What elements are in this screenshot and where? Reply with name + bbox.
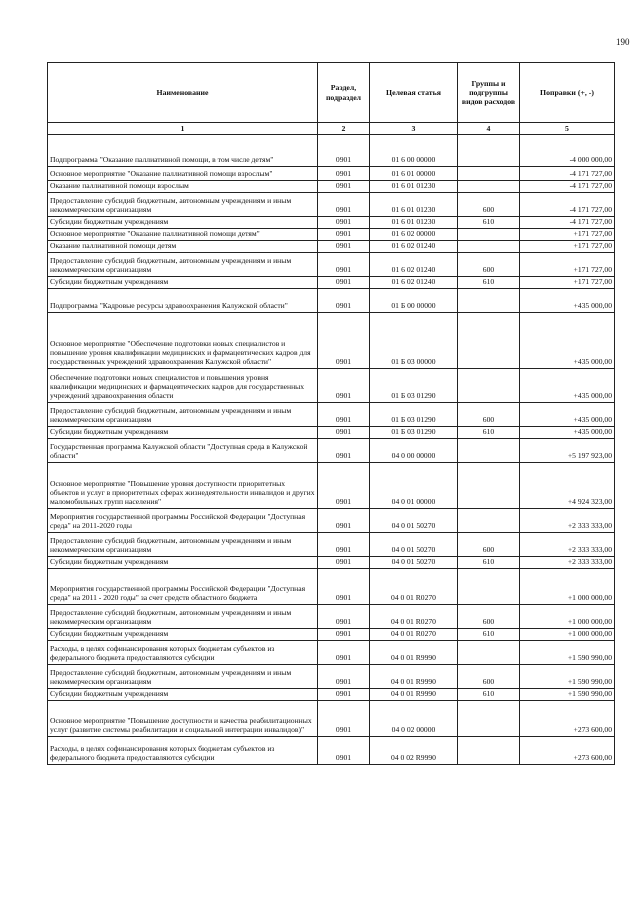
cell-name: Расходы, в целях софинансирования которых бюджетам субъектов из федерального бюджета предоставляются субсидии [48, 641, 318, 665]
cell-amount: +2 333 333,00 [520, 533, 615, 557]
cell-target: 01 6 01 01230 [370, 181, 458, 193]
cell-amount: -4 171 727,00 [520, 193, 615, 217]
cell-name: Мероприятия государственной программы Российской Федерации "Доступная среда" на 2011-2020 годы [48, 509, 318, 533]
table-row [48, 665, 615, 689]
cell-target: 04 0 01 50270 [370, 557, 458, 569]
cell-section: 0901 [318, 181, 370, 193]
cell-name: Основное мероприятие "Оказание паллиативной помощи детям" [48, 229, 318, 241]
cell-name: Субсидии бюджетным учреждениям [48, 427, 318, 439]
cell-amount: +1 590 990,00 [520, 689, 615, 701]
table-row [48, 463, 615, 509]
table-row [48, 533, 615, 557]
header-name: Наименование [48, 63, 318, 123]
table-row [48, 737, 615, 765]
cell-target: 01 6 00 00000 [370, 135, 458, 167]
cell-section: 0901 [318, 241, 370, 253]
table-row [48, 701, 615, 737]
cell-amount: +171 727,00 [520, 241, 615, 253]
cell-section: 0901 [318, 427, 370, 439]
cell-amount: +1 590 990,00 [520, 641, 615, 665]
table-row [48, 277, 615, 289]
cell-section: 0901 [318, 689, 370, 701]
cell-group: 610 [458, 277, 520, 289]
header-target: Целевая статья [370, 63, 458, 123]
cell-name: Основное мероприятие "Обеспечение подготовки новых специалистов и повышение уровня квалификации медицинских и фармацевтических кадров для государственных учреждений здравоохранения Калужской области" [48, 313, 318, 369]
header-group: Группы и подгруппы видов расходов [458, 63, 520, 123]
cell-group: 610 [458, 689, 520, 701]
cell-amount: +435 000,00 [520, 369, 615, 403]
cell-section: 0901 [318, 463, 370, 509]
cell-name: Предоставление субсидий бюджетным, автономным учреждениям и иным некоммерческим организациям [48, 193, 318, 217]
cell-group: 600 [458, 605, 520, 629]
table-row [48, 605, 615, 629]
cell-amount: -4 000 000,00 [520, 135, 615, 167]
cell-group: 610 [458, 217, 520, 229]
table-row [48, 241, 615, 253]
table-row [48, 569, 615, 605]
cell-group: 610 [458, 629, 520, 641]
cell-group [458, 229, 520, 241]
cell-name: Оказание паллиативной помощи детям [48, 241, 318, 253]
cell-section: 0901 [318, 569, 370, 605]
cell-amount: +435 000,00 [520, 403, 615, 427]
cell-section: 0901 [318, 533, 370, 557]
cell-section: 0901 [318, 193, 370, 217]
cell-target: 01 Б 00 00000 [370, 289, 458, 313]
cell-amount: +1 590 990,00 [520, 665, 615, 689]
cell-amount: +2 333 333,00 [520, 509, 615, 533]
cell-amount: +171 727,00 [520, 253, 615, 277]
cell-group [458, 737, 520, 765]
cell-amount: +5 197 923,00 [520, 439, 615, 463]
cell-target: 04 0 01 R9990 [370, 689, 458, 701]
cell-section: 0901 [318, 253, 370, 277]
cell-target: 04 0 01 50270 [370, 509, 458, 533]
cell-target: 04 0 02 R9990 [370, 737, 458, 765]
index-2: 2 [318, 123, 370, 135]
table-row [48, 509, 615, 533]
cell-target: 01 6 01 00000 [370, 167, 458, 181]
cell-group: 600 [458, 665, 520, 689]
cell-amount: +273 600,00 [520, 737, 615, 765]
cell-name: Субсидии бюджетным учреждениям [48, 557, 318, 569]
table-row [48, 167, 615, 181]
cell-target: 01 6 02 00000 [370, 229, 458, 241]
cell-name: Предоставление субсидий бюджетным, автономным учреждениям и иным некоммерческим организациям [48, 403, 318, 427]
cell-target: 01 6 01 01230 [370, 217, 458, 229]
cell-section: 0901 [318, 217, 370, 229]
budget-table [47, 62, 615, 765]
table-row [48, 289, 615, 313]
table-row [48, 313, 615, 369]
table-row [48, 253, 615, 277]
cell-section: 0901 [318, 665, 370, 689]
cell-amount: +1 000 000,00 [520, 605, 615, 629]
cell-target: 04 0 01 R0270 [370, 605, 458, 629]
cell-group: 600 [458, 253, 520, 277]
cell-section: 0901 [318, 289, 370, 313]
cell-name: Государственная программа Калужской области "Доступная среда в Калужской области" [48, 439, 318, 463]
cell-group [458, 701, 520, 737]
cell-target: 01 6 02 01240 [370, 253, 458, 277]
cell-target: 01 Б 03 00000 [370, 313, 458, 369]
cell-group [458, 569, 520, 605]
cell-group [458, 313, 520, 369]
cell-amount: +171 727,00 [520, 229, 615, 241]
table-row [48, 193, 615, 217]
cell-group [458, 439, 520, 463]
cell-group [458, 135, 520, 167]
cell-section: 0901 [318, 641, 370, 665]
index-4: 4 [458, 123, 520, 135]
cell-section: 0901 [318, 135, 370, 167]
cell-section: 0901 [318, 403, 370, 427]
cell-name: Субсидии бюджетным учреждениям [48, 629, 318, 641]
cell-section: 0901 [318, 629, 370, 641]
page-number: 190 [616, 37, 630, 47]
cell-amount: +2 333 333,00 [520, 557, 615, 569]
cell-group: 610 [458, 427, 520, 439]
table-body [48, 135, 615, 765]
cell-amount: +1 000 000,00 [520, 569, 615, 605]
cell-name: Предоставление субсидий бюджетным, автономным учреждениям и иным некоммерческим организациям [48, 605, 318, 629]
header-section: Раздел, подраздел [318, 63, 370, 123]
table-row [48, 557, 615, 569]
cell-target: 04 0 01 50270 [370, 533, 458, 557]
cell-amount: -4 171 727,00 [520, 167, 615, 181]
cell-group: 610 [458, 557, 520, 569]
cell-section: 0901 [318, 277, 370, 289]
cell-target: 01 6 02 01240 [370, 241, 458, 253]
cell-section: 0901 [318, 369, 370, 403]
cell-section: 0901 [318, 439, 370, 463]
cell-amount: +273 600,00 [520, 701, 615, 737]
cell-group [458, 369, 520, 403]
cell-target: 01 Б 03 01290 [370, 403, 458, 427]
cell-group [458, 289, 520, 313]
cell-name: Субсидии бюджетным учреждениям [48, 277, 318, 289]
cell-name: Предоставление субсидий бюджетным, автономным учреждениям и иным некоммерческим организациям [48, 665, 318, 689]
cell-target: 04 0 01 R0270 [370, 569, 458, 605]
cell-section: 0901 [318, 605, 370, 629]
cell-group [458, 463, 520, 509]
cell-target: 04 0 00 00000 [370, 439, 458, 463]
table-row [48, 689, 615, 701]
cell-group [458, 641, 520, 665]
cell-section: 0901 [318, 557, 370, 569]
cell-name: Предоставление субсидий бюджетным, автономным учреждениям и иным некоммерческим организациям [48, 533, 318, 557]
header-amount: Поправки (+, -) [520, 63, 615, 123]
cell-name: Подпрограмма "Оказание паллиативной помощи, в том числе детям" [48, 135, 318, 167]
cell-group [458, 167, 520, 181]
cell-section: 0901 [318, 313, 370, 369]
cell-target: 04 0 01 R0270 [370, 629, 458, 641]
cell-group: 600 [458, 533, 520, 557]
cell-group [458, 181, 520, 193]
cell-name: Мероприятия государственной программы Российской Федерации "Доступная среда" на 2011 - 2020 годы" за счет средств областного бюджета [48, 569, 318, 605]
cell-target: 04 0 01 00000 [370, 463, 458, 509]
table-row [48, 427, 615, 439]
table-row [48, 369, 615, 403]
cell-name: Субсидии бюджетным учреждениям [48, 689, 318, 701]
cell-section: 0901 [318, 701, 370, 737]
cell-name: Предоставление субсидий бюджетным, автономным учреждениям и иным некоммерческим организациям [48, 253, 318, 277]
cell-target: 04 0 01 R9990 [370, 665, 458, 689]
cell-amount: +435 000,00 [520, 427, 615, 439]
table-row [48, 217, 615, 229]
cell-group [458, 509, 520, 533]
table-row [48, 641, 615, 665]
cell-section: 0901 [318, 167, 370, 181]
cell-section: 0901 [318, 509, 370, 533]
cell-target: 04 0 01 R9990 [370, 641, 458, 665]
cell-group: 600 [458, 403, 520, 427]
index-5: 5 [520, 123, 615, 135]
cell-name: Основное мероприятие "Повышение доступности и качества реабилитационных услуг (развитие системы реабилитации и социальной интеграции инвалидов)" [48, 701, 318, 737]
cell-target: 01 Б 03 01290 [370, 427, 458, 439]
table-row [48, 135, 615, 167]
cell-amount: -4 171 727,00 [520, 217, 615, 229]
table-row [48, 439, 615, 463]
cell-target: 01 6 01 01230 [370, 193, 458, 217]
table-row [48, 629, 615, 641]
cell-amount: +435 000,00 [520, 313, 615, 369]
cell-name: Оказание паллиативной помощи взрослым [48, 181, 318, 193]
cell-target: 04 0 02 00000 [370, 701, 458, 737]
cell-amount: +171 727,00 [520, 277, 615, 289]
cell-amount: -4 171 727,00 [520, 181, 615, 193]
cell-group: 600 [458, 193, 520, 217]
cell-name: Субсидии бюджетным учреждениям [48, 217, 318, 229]
cell-name: Подпрограмма "Кадровые ресурсы здравоохранения Калужской области" [48, 289, 318, 313]
cell-section: 0901 [318, 229, 370, 241]
table-row [48, 403, 615, 427]
cell-group [458, 241, 520, 253]
cell-target: 01 6 02 01240 [370, 277, 458, 289]
table-row [48, 229, 615, 241]
cell-name: Основное мероприятие "Повышение уровня доступности приоритетных объектов и услуг в приоритетных сферах жизнедеятельности инвалидов и других маломобильных групп населения" [48, 463, 318, 509]
cell-name: Обеспечение подготовки новых специалистов и повышения уровня квалификации медицинских и фармацевтических кадров для государственных учреждений здравоохранения области [48, 369, 318, 403]
cell-target: 01 Б 03 01290 [370, 369, 458, 403]
cell-name: Основное мероприятие "Оказание паллиативной помощи взрослым" [48, 167, 318, 181]
cell-name: Расходы, в целях софинансирования которых бюджетам субъектов из федерального бюджета предоставляются субсидии [48, 737, 318, 765]
cell-section: 0901 [318, 737, 370, 765]
cell-amount: +4 924 323,00 [520, 463, 615, 509]
cell-amount: +435 000,00 [520, 289, 615, 313]
index-1: 1 [48, 123, 318, 135]
cell-amount: +1 000 000,00 [520, 629, 615, 641]
table-row [48, 181, 615, 193]
index-3: 3 [370, 123, 458, 135]
